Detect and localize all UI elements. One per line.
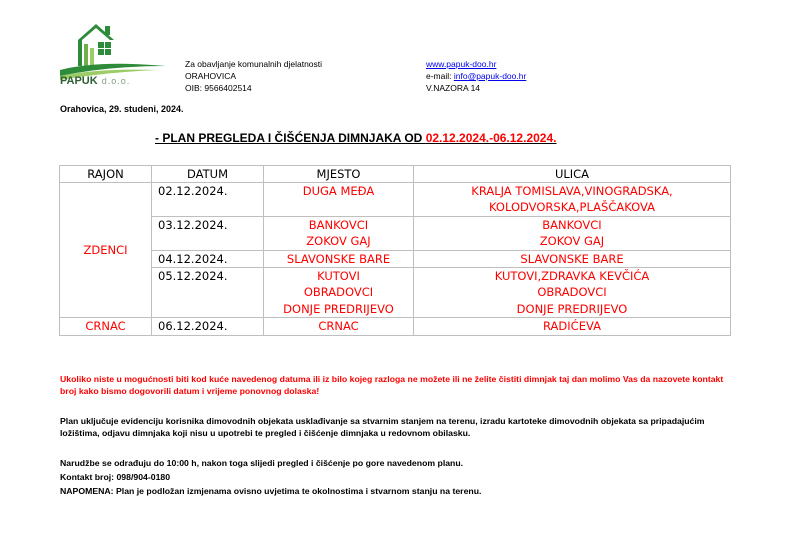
title-prefix: - PLAN PREGLEDA I ČIŠĆENJA DIMNJAKA OD: [155, 131, 426, 145]
notice-text: Ukoliko niste u mogućnosti biti kod kuće navedenog datuma ili iz bilo kojeg razloga ne možete ili ne želite čistiti dimnjak taj dan molimo Vas da nazovete kontakt broj kako bismo dogovorili datum i vrijeme ponovnog dolaska!: [60, 374, 724, 396]
table-row: [60, 318, 731, 335]
street-line: BANKOVCI: [542, 217, 602, 232]
header-datum: DATUM: [152, 166, 264, 183]
note-text: NAPOMENA: Plan je podložan izmjenama ovisno uvjetima te okolnostima i stvarnom stanju na terenu.: [60, 486, 482, 496]
place-line: KUTOVI: [317, 269, 360, 284]
document-date: Orahovica, 29. studeni, 2024.: [60, 104, 184, 114]
email-label: e-mail:: [426, 71, 454, 81]
date-cell: 05.12.2024.: [152, 268, 264, 318]
table-row: [60, 183, 731, 217]
logo-name: PAPUK: [60, 75, 98, 87]
company-line-2: ORAHOVICA: [185, 71, 237, 81]
company-line-1: Za obavljanje komunalnih djelatnosti: [185, 59, 323, 69]
plan-description: Plan uključuje evidenciju korisnika dimovodnih objekata usklađivanje sa stvarnim stanjem na terenu, izradu kartoteke dimovodnih objekata sa pripadajućim ložištima, odjavu dimnjaka koji nisu u upotrebi te pregled i čišćenje dimnjaka u redovnom obilasku.: [60, 416, 705, 438]
region-cell: ZDENCI: [60, 183, 152, 318]
date-cell: 04.12.2024.: [152, 250, 264, 267]
street-line: DONJE PREDRIJEVO: [516, 301, 628, 316]
place-cell: [264, 268, 414, 318]
date-cell: 06.12.2024.: [152, 318, 264, 335]
table-header-row: [60, 166, 731, 183]
street-cell: [414, 216, 731, 250]
company-info: [185, 58, 322, 94]
schedule-table: [59, 165, 731, 336]
title-date-range: 02.12.2024.-06.12.2024.: [425, 131, 557, 145]
header-ulica: ULICA: [414, 166, 731, 183]
logo-text: [60, 75, 130, 87]
table-row: [60, 250, 731, 267]
address: V.NAZORA 14: [426, 83, 481, 93]
document-title: [155, 131, 556, 145]
region-cell: CRNAC: [60, 318, 152, 335]
street-line: OBRADOVCI: [537, 285, 607, 300]
street-cell: [414, 250, 731, 267]
place-line: DONJE PREDRIJEVO: [283, 301, 394, 316]
orders-info: Narudžbe se odrađuju do 10:00 h, nakon toga slijedi pregled i čišćenje po gore navedenom planu.: [60, 458, 464, 468]
street-cell: [414, 318, 731, 335]
logo-suffix: d.o.o.: [101, 76, 131, 86]
street-line: KRALJA TOMISLAVA,VINOGRADSKA,: [471, 184, 673, 198]
email-link[interactable]: info@papuk-doo.hr: [453, 71, 527, 81]
place-cell: [264, 250, 414, 267]
street-line: ZOKOV GAJ: [539, 234, 605, 249]
place-line: SLAVONSKE BARE: [286, 251, 391, 266]
place-line: ZOKOV GAJ: [306, 234, 371, 249]
street-cell: [414, 268, 731, 318]
company-oib: OIB: 9566402514: [185, 83, 252, 93]
date-cell: 03.12.2024.: [152, 216, 264, 250]
website-link[interactable]: www.papuk-doo.hr: [426, 59, 497, 69]
place-line: CRNAC: [318, 319, 359, 334]
place-cell: [264, 216, 414, 250]
place-line: DUGA MEĐA: [302, 184, 375, 198]
header-rajon: RAJON: [60, 166, 152, 183]
contact-phone: Kontakt broj: 098/904-0180: [60, 472, 171, 482]
place-line: OBRADOVCI: [303, 285, 374, 300]
date-cell: 02.12.2024.: [152, 183, 264, 217]
street-line: SLAVONSKE BARE: [520, 251, 624, 266]
contact-info: [426, 58, 526, 94]
table-row: [60, 268, 731, 318]
street-cell: [414, 183, 731, 217]
place-cell: [264, 318, 414, 335]
place-cell: [264, 183, 414, 217]
street-line: RADIĆEVA: [543, 319, 601, 334]
street-line: KOLODVORSKA,PLAŠČAKOVA: [489, 200, 655, 215]
table-row: [60, 216, 731, 250]
street-line: KUTOVI,ZDRAVKA KEVČIĆA: [494, 269, 650, 284]
header-mjesto: MJESTO: [264, 166, 414, 183]
place-line: BANKOVCI: [308, 217, 369, 232]
